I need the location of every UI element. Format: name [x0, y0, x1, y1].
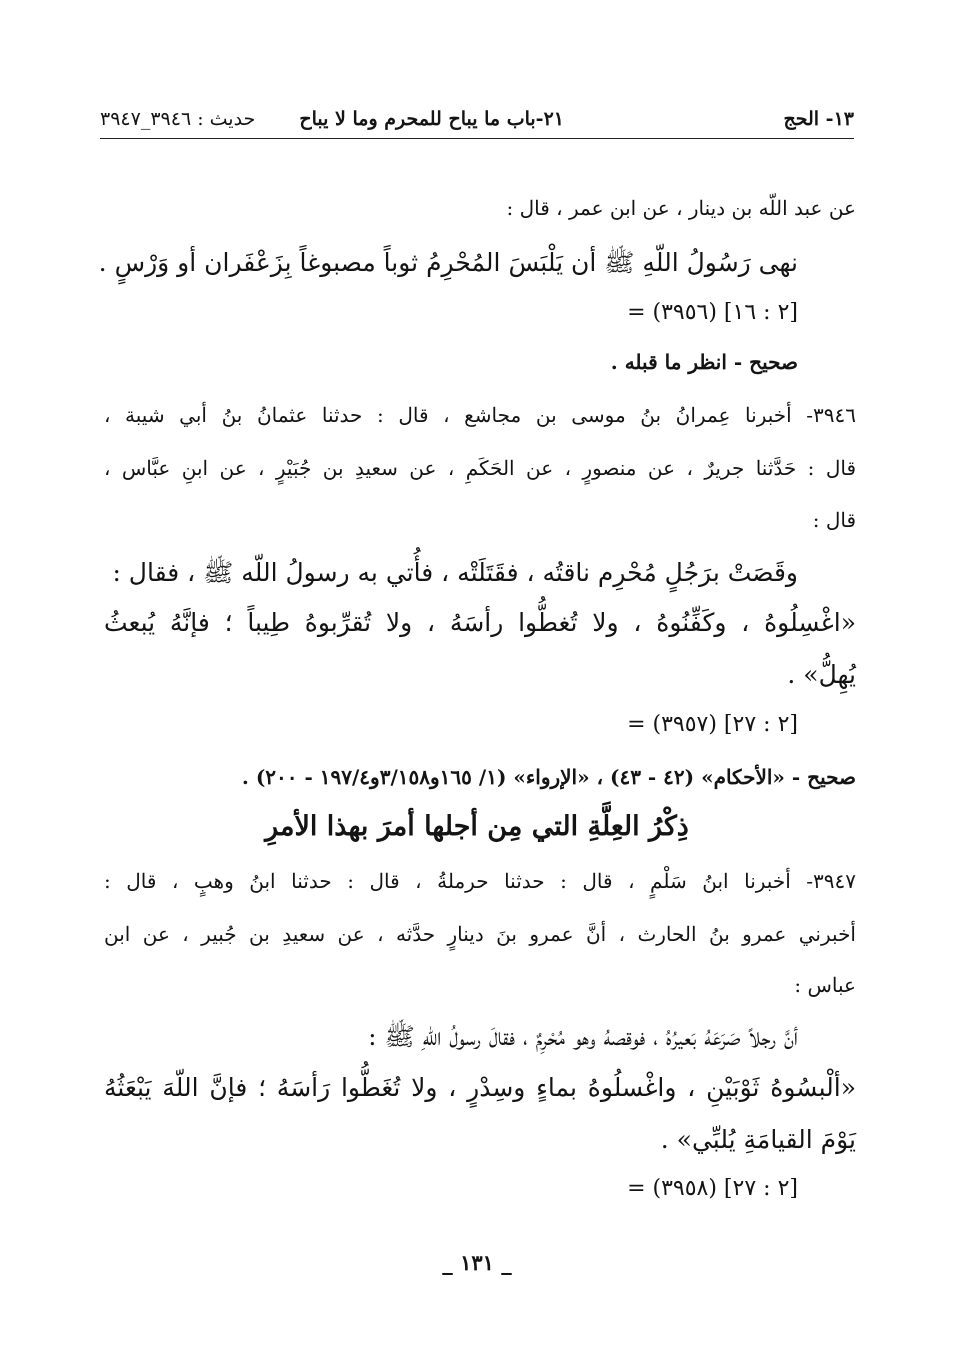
hadith-matn-line: يُهِلُّ» .: [787, 660, 856, 689]
hadith-matn-line: أنَّ رجلاً صَرَعَهُ بَعيرُهُ ، فوقصهُ وهو مُحْرِمٌ ، فقالَ رسولُ اللّهِ ﷺ :: [368, 1022, 798, 1051]
hadith-matn-line: وقَصَتْ برَجُلٍ مُحْرِم ناقتُه ، فقَتَلَتْه ، فأُتي به رسولُ اللّه ﷺ ، فقال :: [112, 558, 798, 587]
hadith-matn-line: «اغْسِلُوهُ ، وكَفِّنُوهُ ، ولا تُغطُّوا رأسَهُ ، ولا تُقرِّبوهُ طِيباً ؛ فإنَّهُ يُبعثُ: [104, 608, 856, 637]
grading-line: صحيح - انظر ما قبله .: [610, 350, 798, 374]
header-book-title: ١٣- الحج: [783, 108, 854, 130]
header-hadith-range: حديث : ٣٩٤٦_٣٩٤٧: [100, 108, 256, 130]
isnad-line: عباس :: [794, 973, 856, 997]
header-chapter-title: ٢١-باب ما يباح للمحرم وما لا يباح: [299, 108, 564, 130]
hadith-matn-line: «ألْبسُوهُ ثَوْبَيْنِ ، واغْسلُوهُ بماءٍ وسِدْرٍ ، ولا تُغَطُّوا رَأسَهُ ؛ فإنَّ اللّهَ يَبْعَثُهُ: [104, 1073, 856, 1102]
section-heading: ذِكْرُ العِلَّةِ التي مِن أجلها أمرَ بهذا الأمرِ: [265, 811, 689, 842]
isnad-line: قال : حَدَّثنا جريرٌ ، عن منصورٍ ، عن الحَكَمِ ، عن سعيدِ بن جُبَيْرٍ ، عن ابنِ عبَّاس ،: [104, 456, 856, 480]
page-number: _ ١٣١ _: [442, 1250, 512, 1275]
cross-reference: = (٣٩٥٧) [٢ : ٢٧]: [627, 712, 798, 737]
text-line: عن عبد اللّه بن دينار ، عن ابن عمر ، قال :: [506, 196, 856, 220]
isnad-line: أخبرني عمرو بنُ الحارث ، أنَّ عمرو بنَ دينارٍ حدَّثه ، عن سعيدِ بن جُبير ، عن ابن: [104, 922, 856, 946]
grading-line: صحيح - «الأحكام» (٤٢ - ٤٣) ، «الإرواء» (١/ ١٦٥و٣/١٥٨و١٩٧/٤ - ٢٠٠) .: [241, 765, 856, 789]
isnad-line: ٣٩٤٧- أخبرنا ابنُ سَلْمٍ ، قال : حدثنا حرملةُ ، قال : حدثنا ابنُ وهبٍ ، قال :: [104, 869, 856, 893]
hadith-matn-line: نهى رَسُولُ اللّهِ ﷺ أن يَلْبَسَ المُحْرِمُ ثوباً مصبوغاً بِزَعْفَران أو وَرْسٍ .: [98, 248, 798, 277]
isnad-line: قال :: [812, 508, 856, 532]
running-header: [100, 98, 854, 139]
cross-reference: = (٣٩٥٨) [٢ : ٢٧]: [627, 1176, 798, 1201]
hadith-matn-line: يَوْمَ القيامَةِ يُلبِّي» .: [660, 1125, 856, 1154]
cross-reference: = (٣٩٥٦) [٢ : ١٦]: [627, 300, 798, 325]
isnad-line: ٣٩٤٦- أخبرنا عِمرانُ بنُ موسى بن مجاشع ، قال : حدثنا عثمانُ بنُ أبي شيبة ،: [104, 403, 856, 427]
